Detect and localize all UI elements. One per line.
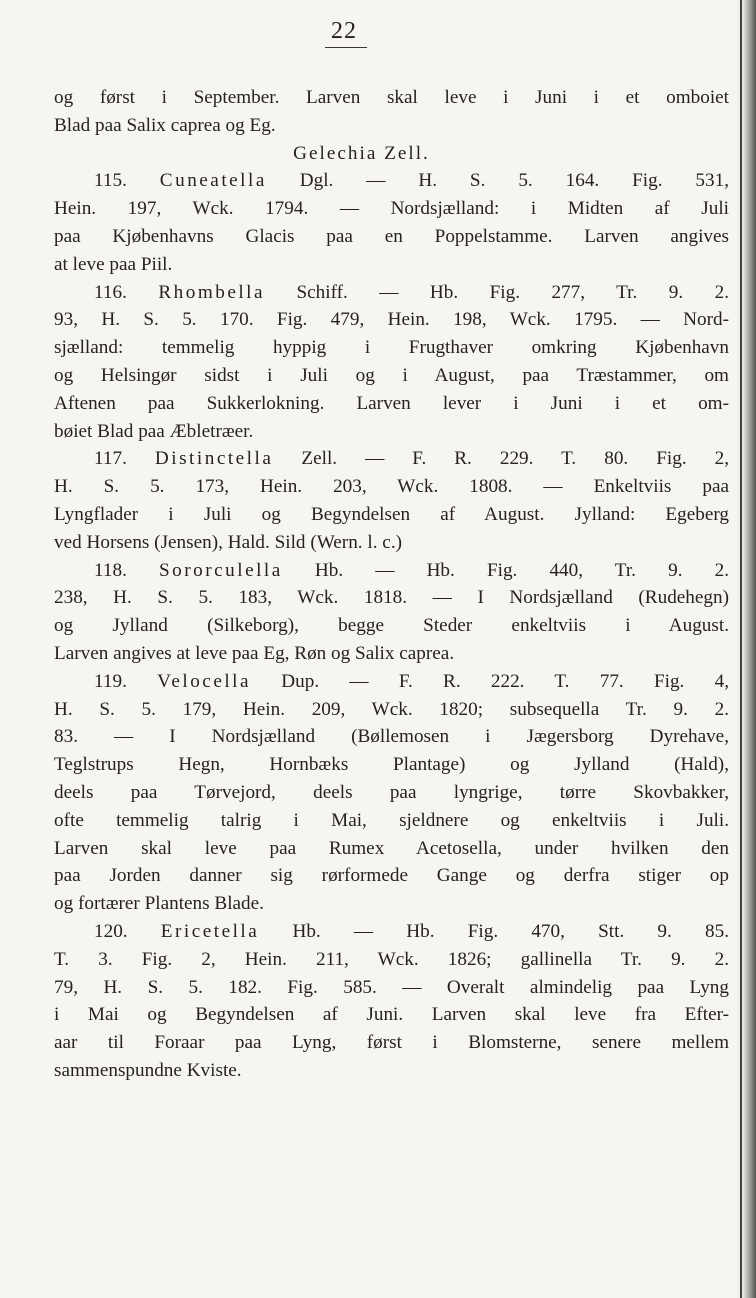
text-line: i Mai og Begyndelsen af Juni. Larven skal leve fra Efter- [54, 1004, 729, 1026]
species-name: Rhombella [158, 281, 266, 303]
text-line: og fortærer Plantens Blade. [54, 893, 264, 915]
entry-text: Hb. — Hb. Fig. 440, Tr. 9. 2. [314, 559, 730, 581]
text-line: sammenspundne Kviste. [54, 1059, 242, 1081]
entry-text: Zell. — F. R. 229. T. 80. Fig. 2, [301, 448, 730, 470]
text-line: at leve paa Piil. [54, 253, 173, 275]
entry-number: 115. [94, 170, 127, 192]
entry-number: 116. [94, 281, 127, 303]
text-line: sjælland: temmelig hyppig i Frugthaver omkring Kjøbenhavn [54, 337, 729, 359]
species-name: Distinctella [154, 448, 274, 470]
species-name: Velocella [157, 670, 252, 692]
entry-number: 117. [94, 448, 127, 470]
text-line: 93, H. S. 5. 170. Fig. 479, Hein. 198, Wck. 1795. — Nord- [54, 309, 729, 331]
text-line: 79, H. S. 5. 182. Fig. 585. — Overalt almindelig paa Lyng [54, 976, 729, 998]
text-line: Aftenen paa Sukkerlokning. Larven lever i Juni i et om- [54, 392, 729, 414]
entry-text: Dgl. — H. S. 5. 164. Fig. 531, [299, 170, 730, 192]
entry-number: 119. [94, 670, 127, 692]
text-line: paa Kjøbenhavns Glacis paa en Poppelstamme. Larven angives [54, 225, 729, 247]
text-line: Lyngflader i Juli og Begyndelsen af August. Jylland: Egeberg [54, 503, 729, 525]
text-line: og først i September. Larven skal leve i Juni i et omboiet [54, 87, 729, 108]
text-line: 238, H. S. 5. 183, Wck. 1818. — I Nordsjælland (Rudehegn) [54, 587, 729, 609]
page-number: 22 [331, 18, 357, 44]
species-name: Cuneatella [159, 170, 267, 192]
text-line: H. S. 5. 179, Hein. 209, Wck. 1820; subsequella Tr. 9. 2. [54, 698, 729, 720]
body-text [54, 84, 729, 1085]
species-entry-line [54, 445, 729, 473]
entry-text: Hb. — Hb. Fig. 470, Stt. 9. 85. [292, 920, 730, 942]
species-entry-line [54, 167, 729, 195]
species-name: Ericetella [160, 920, 260, 942]
species-name: Sororculella [159, 559, 283, 581]
text-line: ofte temmelig talrig i Mai, sjeldnere og enkeltviis i Juli. [54, 809, 729, 831]
text-line: bøiet Blad paa Æbletræer. [54, 420, 254, 442]
entry-text: Dup. — F. R. 222. T. 77. Fig. 4, [281, 670, 730, 692]
species-entry-line [54, 668, 729, 696]
text-line: ved Horsens (Jensen), Hald. Sild (Wern. l. c.) [54, 531, 403, 553]
text-line: 83. — I Nordsjælland (Bøllemosen i Jægersborg Dyrehave, [54, 726, 729, 748]
genus-heading: Gelechia Zell. [293, 142, 430, 164]
entry-text: Schiff. — Hb. Fig. 277, Tr. 9. 2. [296, 281, 729, 303]
text-line: aar til Foraar paa Lyng, først i Blomsterne, senere mellem [54, 1032, 729, 1054]
text-line: Larven skal leve paa Rumex Acetosella, under hvilken den [54, 837, 729, 859]
text-line: H. S. 5. 173, Hein. 203, Wck. 1808. — Enkeltviis paa [54, 476, 729, 498]
text-line: Larven angives at leve paa Eg, Røn og Salix caprea. [54, 642, 455, 664]
page-number-rule [325, 47, 367, 48]
text-line: og Helsingør sidst i Juli og i August, paa Træstammer, om [54, 364, 729, 386]
text-line: T. 3. Fig. 2, Hein. 211, Wck. 1826; gallinella Tr. 9. 2. [54, 948, 729, 970]
text-line: Hein. 197, Wck. 1794. — Nordsjælland: i Midten af Juli [54, 198, 729, 220]
text-line: Blad paa Salix caprea og Eg. [54, 114, 276, 136]
entry-number: 120. [94, 920, 128, 942]
page-edge-shadow [736, 0, 756, 1298]
text-line: Teglstrups Hegn, Hornbæks Plantage) og Jylland (Hald), [54, 754, 729, 776]
species-entry-line [54, 918, 729, 946]
text-line: og Jylland (Silkeborg), begge Steder enkeltviis i August. [54, 615, 729, 637]
text-line: deels paa Tørvejord, deels paa lyngrige, tørre Skovbakker, [54, 781, 729, 803]
text-line: paa Jorden danner sig rørformede Gange og derfra stiger op [54, 865, 729, 887]
entry-number: 118. [94, 559, 127, 581]
species-entry-line [54, 279, 729, 307]
species-entry-line [54, 557, 729, 585]
